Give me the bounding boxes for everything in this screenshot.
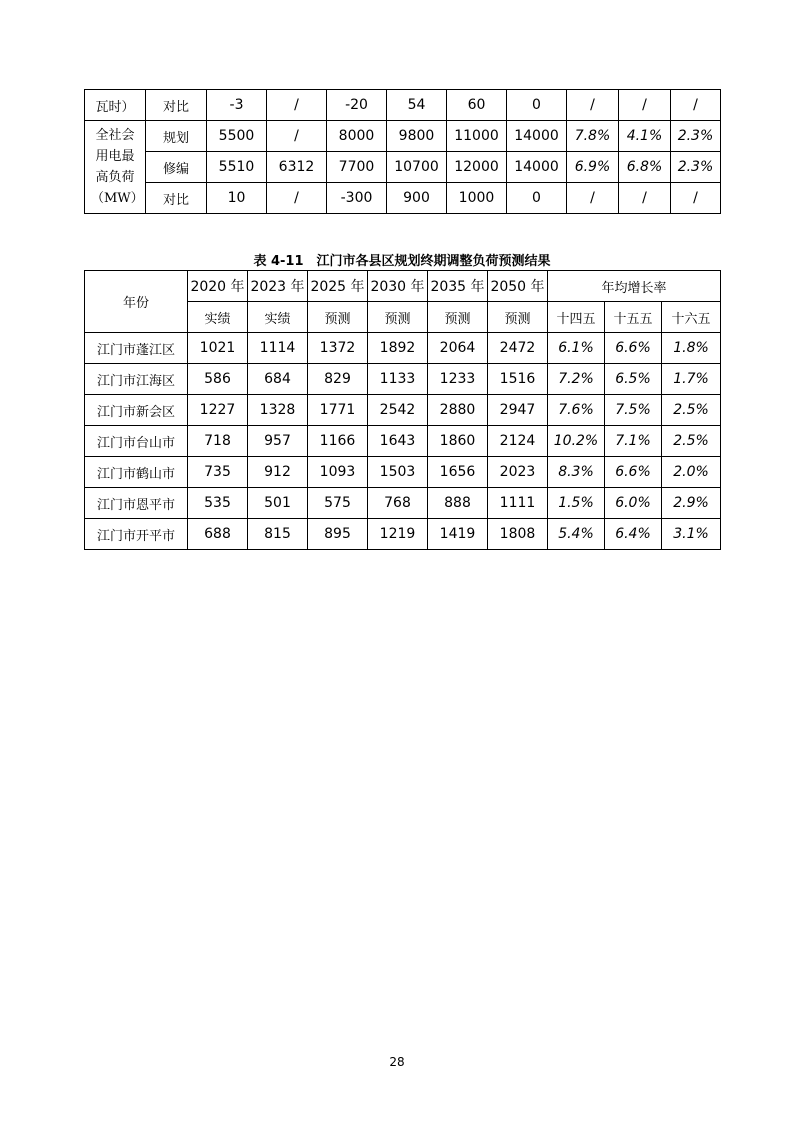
row-label: 修编 <box>146 152 207 183</box>
sub-header: 实绩 <box>188 302 248 333</box>
table-title: 表 4-11 江门市各县区规划终期调整负荷预测结果 <box>253 254 551 269</box>
load-comparison-body <box>85 90 721 214</box>
value-cell: 8000 <box>327 121 387 152</box>
growth-rate: 2.5% <box>662 426 721 457</box>
growth-rate: 5.4% <box>548 519 605 550</box>
district-name: 江门市恩平市 <box>85 488 188 519</box>
row-label: 对比 <box>146 90 207 121</box>
table-row <box>85 333 721 364</box>
load-value: 586 <box>188 364 248 395</box>
load-value: 1233 <box>428 364 488 395</box>
value-cell: / <box>567 183 619 214</box>
load-value: 2542 <box>368 395 428 426</box>
growth-rate: 6.6% <box>605 333 662 364</box>
value-cell: 7700 <box>327 152 387 183</box>
load-value: 1093 <box>308 457 368 488</box>
load-value: 501 <box>248 488 308 519</box>
load-value: 1808 <box>488 519 548 550</box>
growth-rate: 1.5% <box>548 488 605 519</box>
year-header: 2023 年 <box>248 271 308 302</box>
load-value: 2124 <box>488 426 548 457</box>
load-value: 1133 <box>368 364 428 395</box>
load-value: 1114 <box>248 333 308 364</box>
row-label: 对比 <box>146 183 207 214</box>
load-value: 2947 <box>488 395 548 426</box>
header-row <box>85 271 721 302</box>
load-value: 2064 <box>428 333 488 364</box>
value-cell: 14000 <box>507 121 567 152</box>
year-header: 2030 年 <box>368 271 428 302</box>
sub-header: 十五五 <box>605 302 662 333</box>
growth-rate: 10.2% <box>548 426 605 457</box>
district-name: 江门市江海区 <box>85 364 188 395</box>
growth-rate: 2.9% <box>662 488 721 519</box>
sub-header: 预测 <box>428 302 488 333</box>
growth-rate: 2.0% <box>662 457 721 488</box>
value-cell: 1000 <box>447 183 507 214</box>
table-row <box>85 364 721 395</box>
district-name: 江门市鹤山市 <box>85 457 188 488</box>
value-cell: 54 <box>387 90 447 121</box>
load-value: 1503 <box>368 457 428 488</box>
value-cell: 14000 <box>507 152 567 183</box>
load-value: 718 <box>188 426 248 457</box>
value-cell: / <box>619 183 671 214</box>
growth-rate: 3.1% <box>662 519 721 550</box>
load-value: 684 <box>248 364 308 395</box>
sub-header: 预测 <box>488 302 548 333</box>
value-cell: 0 <box>507 183 567 214</box>
unit-tail-cell: 瓦时） <box>85 90 146 121</box>
value-cell: / <box>267 183 327 214</box>
load-value: 1111 <box>488 488 548 519</box>
corner-header: 年份 <box>85 271 188 333</box>
load-value: 2880 <box>428 395 488 426</box>
load-value: 895 <box>308 519 368 550</box>
load-value: 815 <box>248 519 308 550</box>
value-cell: 10700 <box>387 152 447 183</box>
growth-rate: 1.8% <box>662 333 721 364</box>
value-cell: 6312 <box>267 152 327 183</box>
growth-rate: 7.1% <box>605 426 662 457</box>
growth-rate: 7.6% <box>548 395 605 426</box>
growth-rate: 8.3% <box>548 457 605 488</box>
table-row <box>85 457 721 488</box>
value-cell: / <box>671 90 721 121</box>
load-value: 535 <box>188 488 248 519</box>
load-value: 735 <box>188 457 248 488</box>
value-cell: 900 <box>387 183 447 214</box>
growth-rate-header: 年均增长率 <box>548 271 721 302</box>
load-value: 829 <box>308 364 368 395</box>
page-number: 28 <box>389 1055 405 1069</box>
value-cell: / <box>567 90 619 121</box>
value-cell: 9800 <box>387 121 447 152</box>
value-cell: 11000 <box>447 121 507 152</box>
value-cell: 4.1% <box>619 121 671 152</box>
load-value: 1892 <box>368 333 428 364</box>
year-header: 2025 年 <box>308 271 368 302</box>
growth-rate: 7.2% <box>548 364 605 395</box>
value-cell: -300 <box>327 183 387 214</box>
load-value: 1656 <box>428 457 488 488</box>
value-cell: -20 <box>327 90 387 121</box>
value-cell: 6.9% <box>567 152 619 183</box>
growth-rate: 2.5% <box>662 395 721 426</box>
load-value: 1771 <box>308 395 368 426</box>
load-value: 1021 <box>188 333 248 364</box>
load-value: 688 <box>188 519 248 550</box>
table-row <box>85 152 721 183</box>
district-load-forecast-table <box>84 270 721 550</box>
district-load-forecast-body <box>85 271 721 550</box>
value-cell: / <box>267 90 327 121</box>
load-value: 1419 <box>428 519 488 550</box>
load-value: 1516 <box>488 364 548 395</box>
table-row <box>85 121 721 152</box>
value-cell: 2.3% <box>671 121 721 152</box>
year-header: 2035 年 <box>428 271 488 302</box>
load-value: 957 <box>248 426 308 457</box>
growth-rate: 1.7% <box>662 364 721 395</box>
table-row <box>85 395 721 426</box>
load-value: 768 <box>368 488 428 519</box>
growth-rate: 6.4% <box>605 519 662 550</box>
load-value: 1860 <box>428 426 488 457</box>
district-name: 江门市新会区 <box>85 395 188 426</box>
load-value: 1328 <box>248 395 308 426</box>
sub-header: 预测 <box>368 302 428 333</box>
load-value: 1219 <box>368 519 428 550</box>
sub-header: 预测 <box>308 302 368 333</box>
table-row <box>85 90 721 121</box>
value-cell: 12000 <box>447 152 507 183</box>
value-cell: 5510 <box>207 152 267 183</box>
sub-header: 十四五 <box>548 302 605 333</box>
load-value: 2472 <box>488 333 548 364</box>
value-cell: / <box>619 90 671 121</box>
group-label: 全社会用电最高负荷（MW） <box>85 121 146 214</box>
load-value: 1227 <box>188 395 248 426</box>
year-header: 2020 年 <box>188 271 248 302</box>
row-label: 规划 <box>146 121 207 152</box>
load-value: 575 <box>308 488 368 519</box>
value-cell: 0 <box>507 90 567 121</box>
growth-rate: 7.5% <box>605 395 662 426</box>
value-cell: 5500 <box>207 121 267 152</box>
load-value: 1643 <box>368 426 428 457</box>
load-value: 1372 <box>308 333 368 364</box>
table-row <box>85 519 721 550</box>
load-value: 1166 <box>308 426 368 457</box>
value-cell: 2.3% <box>671 152 721 183</box>
value-cell: 10 <box>207 183 267 214</box>
value-cell: -3 <box>207 90 267 121</box>
load-value: 888 <box>428 488 488 519</box>
load-comparison-table <box>84 89 721 214</box>
load-value: 2023 <box>488 457 548 488</box>
value-cell: 7.8% <box>567 121 619 152</box>
growth-rate: 6.5% <box>605 364 662 395</box>
value-cell: / <box>267 121 327 152</box>
growth-rate: 6.6% <box>605 457 662 488</box>
table-row <box>85 183 721 214</box>
growth-rate: 6.1% <box>548 333 605 364</box>
value-cell: 6.8% <box>619 152 671 183</box>
district-name: 江门市蓬江区 <box>85 333 188 364</box>
growth-rate: 6.0% <box>605 488 662 519</box>
district-name: 江门市开平市 <box>85 519 188 550</box>
value-cell: 60 <box>447 90 507 121</box>
load-value: 912 <box>248 457 308 488</box>
table-row <box>85 426 721 457</box>
sub-header: 实绩 <box>248 302 308 333</box>
value-cell: / <box>671 183 721 214</box>
year-header: 2050 年 <box>488 271 548 302</box>
district-name: 江门市台山市 <box>85 426 188 457</box>
sub-header: 十六五 <box>662 302 721 333</box>
table-row <box>85 488 721 519</box>
